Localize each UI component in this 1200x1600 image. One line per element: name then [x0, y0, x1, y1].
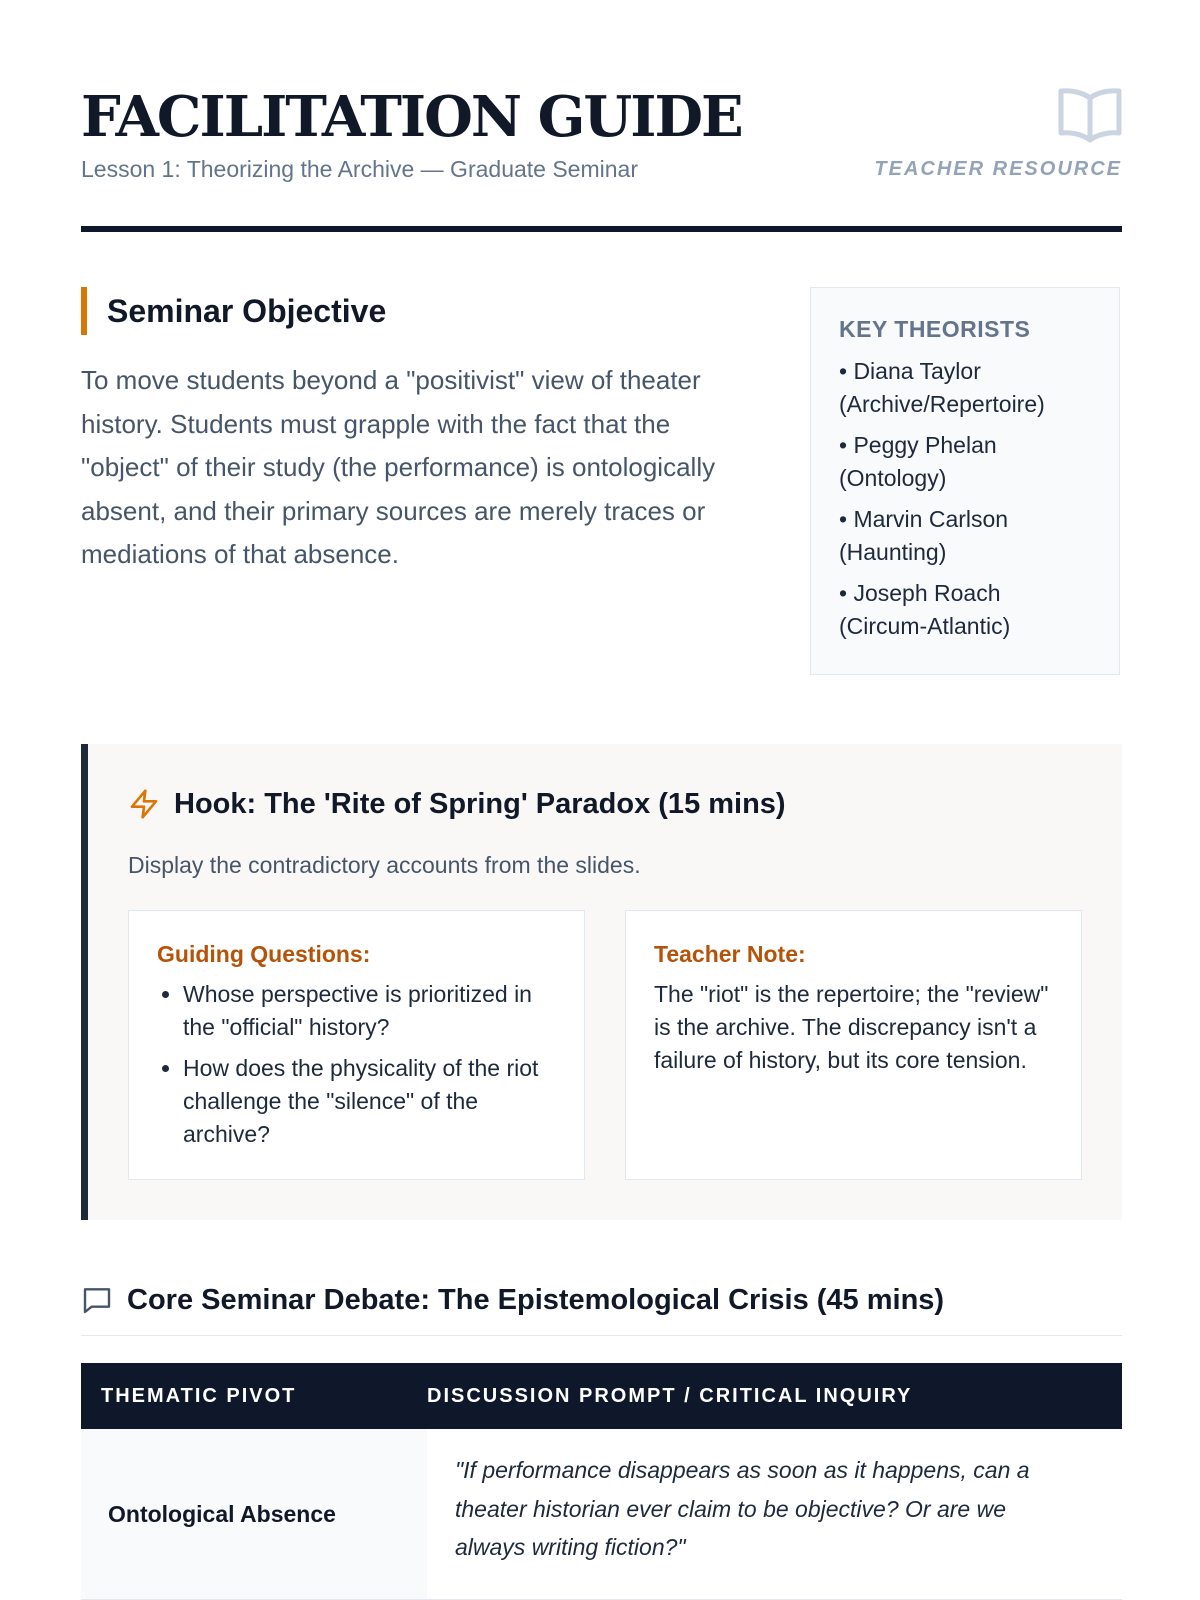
teacher-resource-label: TEACHER RESOURCE [874, 158, 1122, 180]
table-row [81, 1429, 1122, 1600]
core-debate-heading [81, 1280, 944, 1320]
theorist-item: • Marvin Carlson (Haunting) [839, 506, 1009, 565]
hook-accent-bar [81, 744, 88, 1220]
hook-section [81, 744, 1122, 1220]
guiding-question: • Whose perspective is prioritized in the "official" history? [183, 978, 558, 1044]
table-header [81, 1363, 1122, 1429]
objective-heading [81, 287, 741, 335]
theorist-item: • Diana Taylor (Archive/Repertoire) [839, 358, 1045, 417]
theorists-list [839, 355, 1093, 643]
guiding-questions-title: Guiding Questions: [157, 941, 371, 967]
core-divider [81, 1335, 1122, 1336]
pivot-cell: Ontological Absence [81, 1429, 427, 1599]
hook-heading-text: Hook: The 'Rite of Spring' Paradox (15 mins) [174, 788, 786, 820]
column-header-prompt: DISCUSSION PROMPT / CRITICAL INQUIRY [427, 1384, 913, 1407]
seminar-objective-section [81, 287, 741, 577]
teacher-note-title: Teacher Note: [654, 941, 806, 967]
debate-table [81, 1363, 1122, 1600]
lightning-bolt-icon [128, 788, 160, 820]
heading-accent-bar [81, 287, 87, 335]
key-theorists-box [810, 287, 1120, 675]
column-header-pivot: THEMATIC PIVOT [101, 1384, 297, 1407]
theorist-item: • Joseph Roach (Circum-Atlantic) [839, 580, 1011, 639]
hook-heading [128, 784, 786, 824]
page-subtitle: Lesson 1: Theorizing the Archive — Graduate Seminar [81, 156, 638, 182]
teacher-note-text: The "riot" is the repertoire; the "review" is the archive. The discrepancy isn't a failure of history, but its core tension. [654, 981, 1049, 1073]
objective-heading-text: Seminar Objective [107, 293, 387, 329]
teacher-note-card [625, 910, 1082, 1180]
guiding-question: • How does the physicality of the riot challenge the "silence" of the archive? [183, 1052, 558, 1151]
key-theorists-title: KEY THEORISTS [839, 316, 1031, 342]
header-divider [81, 226, 1122, 232]
core-debate-heading-text: Core Seminar Debate: The Epistemological Crisis (45 mins) [127, 1284, 945, 1316]
header [81, 80, 1122, 230]
objective-text: To move students beyond a "positivist" view of theater history. Students must grapple with the fact that the "object" of their study (the performance) is ontologically absent, and their primary sources are merely traces or mediations of that absence. [81, 365, 716, 569]
page-title: FACILITATION GUIDE [81, 84, 742, 150]
theorist-item: • Peggy Phelan (Ontology) [839, 432, 997, 491]
chat-bubble-icon [81, 1284, 113, 1316]
book-open-icon [1058, 86, 1122, 144]
guiding-questions-list [157, 978, 558, 1151]
guiding-questions-card [128, 910, 585, 1180]
prompt-cell: "If performance disappears as soon as it happens, can a theater historian ever claim to be objective? Or are we always writing fiction?" [455, 1457, 1030, 1560]
hook-subtext: Display the contradictory accounts from the slides. [128, 852, 641, 878]
